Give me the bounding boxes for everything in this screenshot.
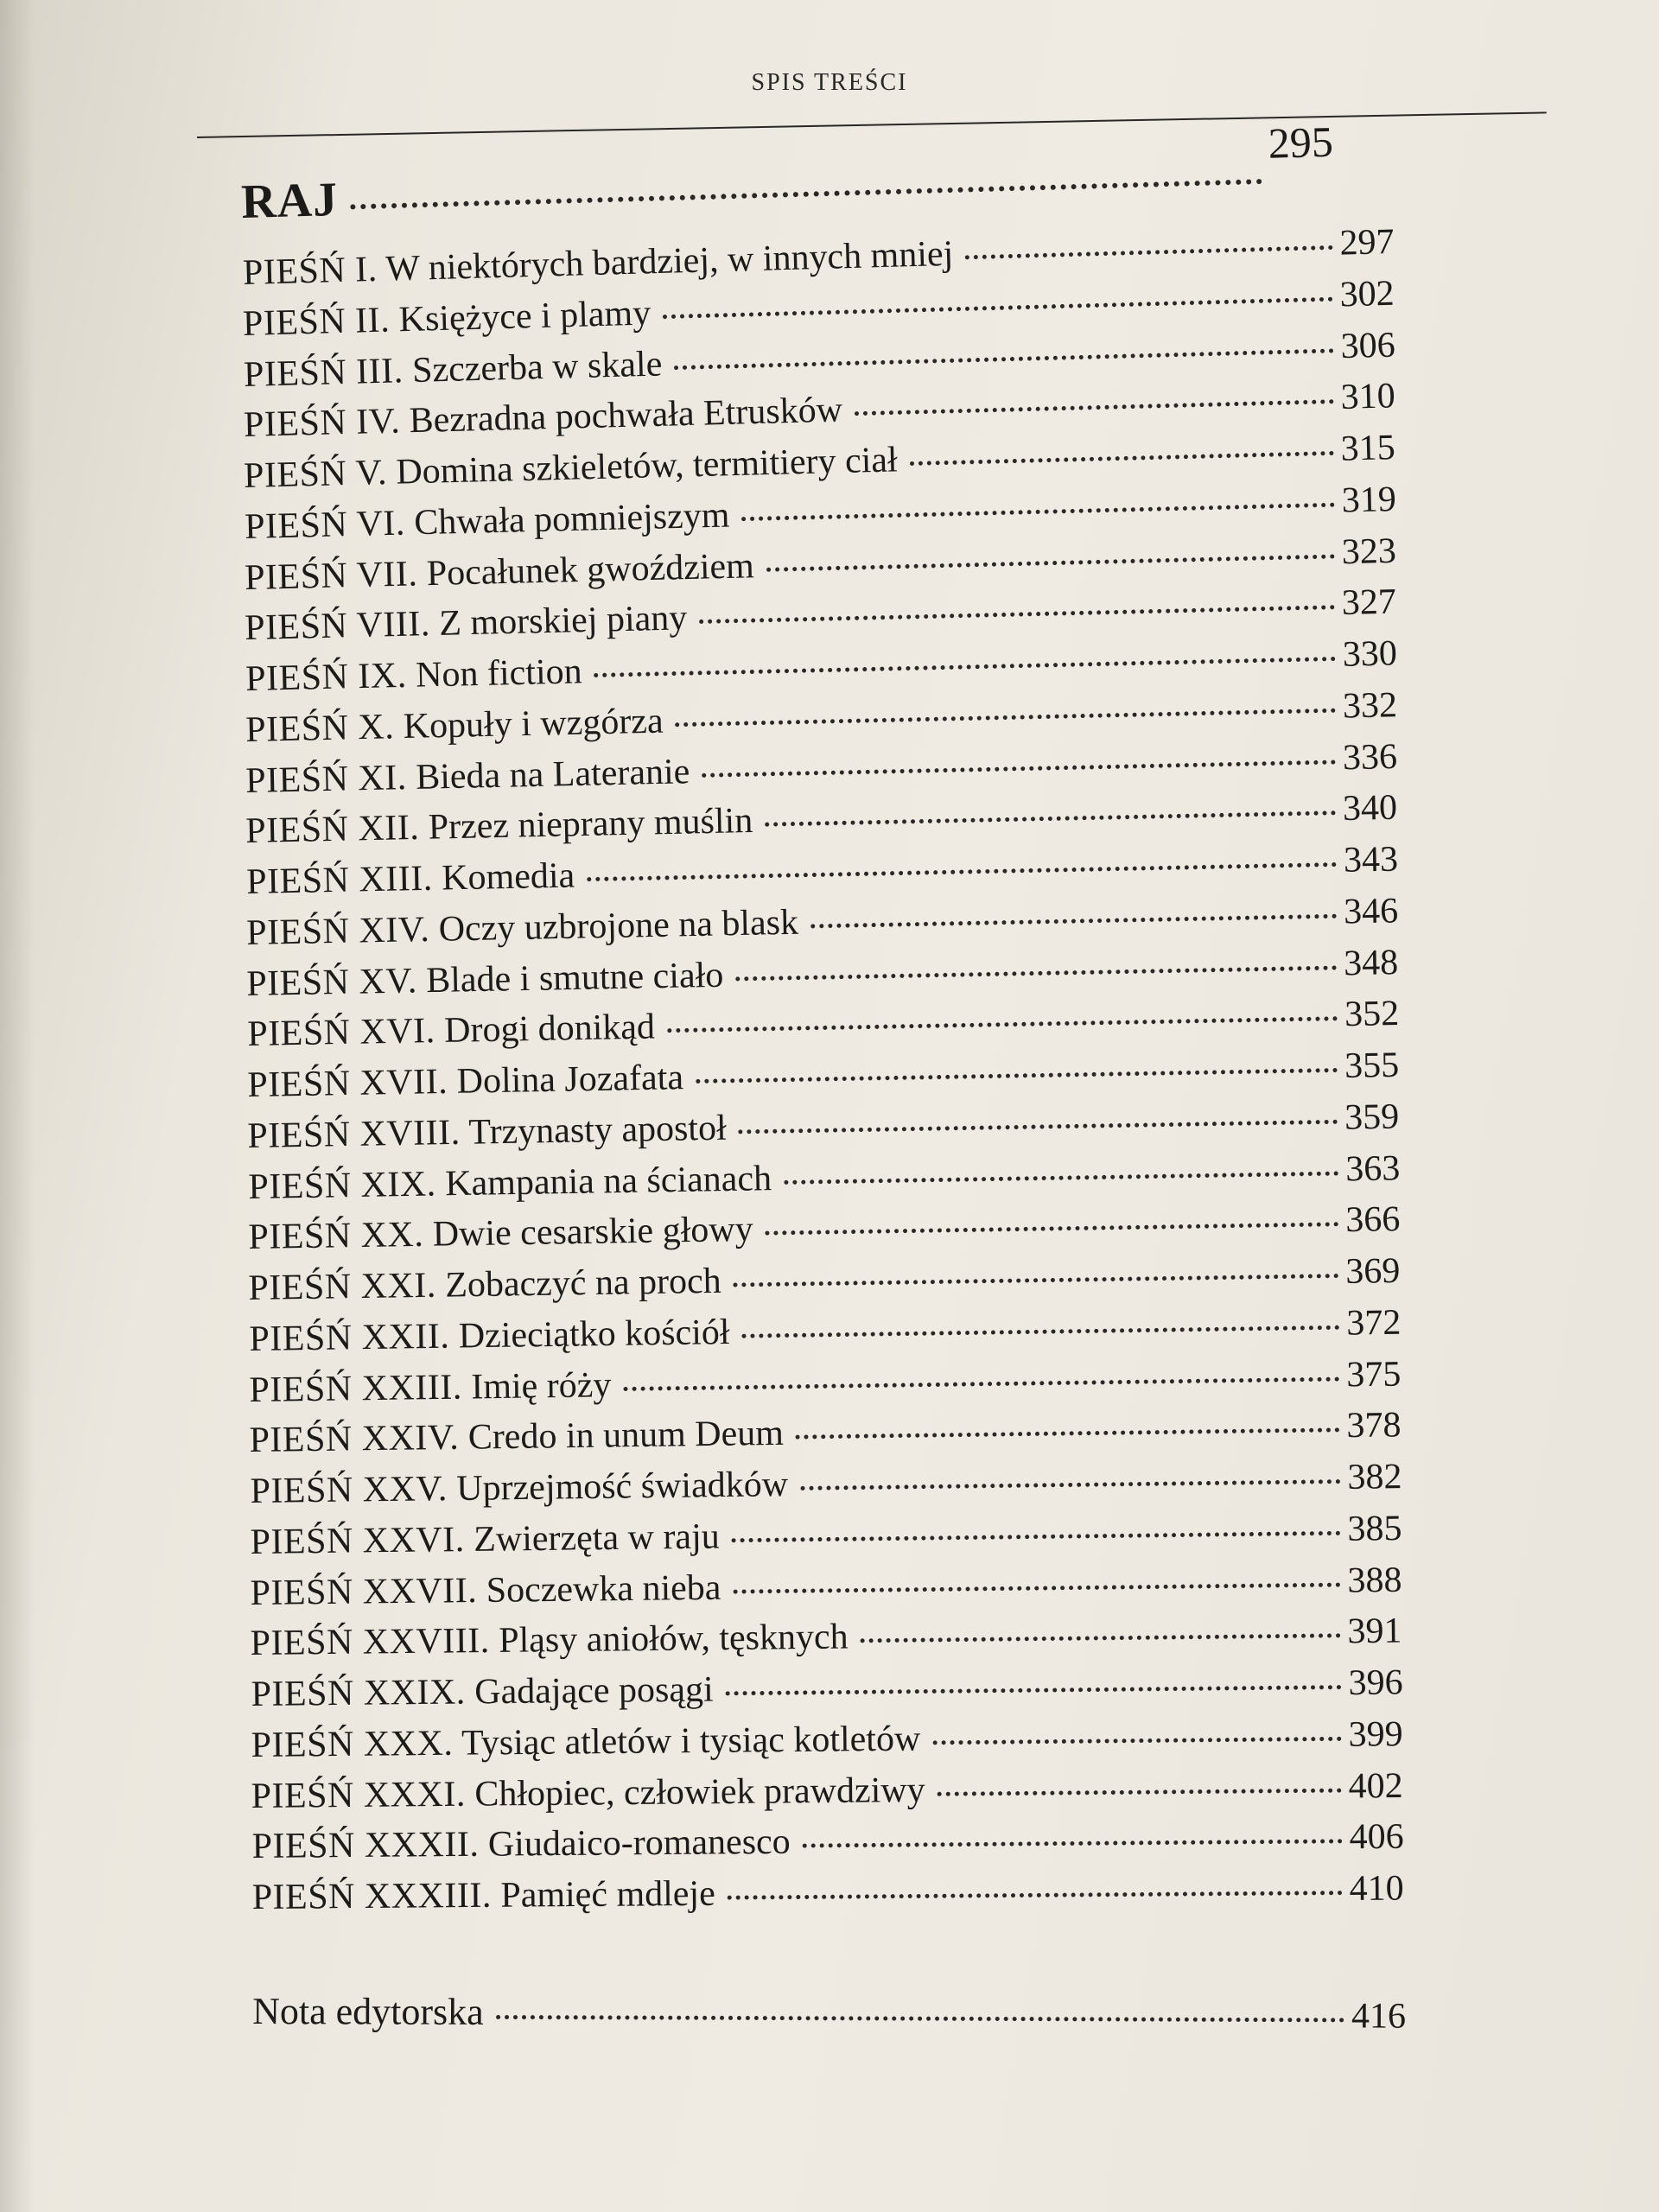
canto-number: PIEŚŃ VII. [244, 553, 418, 598]
entry-page-number: 323 [1341, 531, 1397, 572]
canto-number: PIEŚŃ XIV. [245, 909, 430, 953]
canto-title: Non fiction [415, 652, 582, 696]
canto-title: Pamięć mdleje [500, 1873, 715, 1916]
canto-title: Credo in unum Deum [467, 1414, 785, 1458]
entry-page-number: 332 [1342, 684, 1398, 727]
canto-title: Kampania na ścianach [444, 1158, 772, 1204]
dot-leader [784, 1171, 1338, 1184]
entry-title [242, 233, 953, 294]
dot-leader [594, 657, 1335, 677]
dot-leader [702, 760, 1336, 777]
canto-title: Z morskiej piany [439, 598, 688, 645]
canto-title: Giudaico-romanesco [487, 1821, 791, 1865]
canto-number: PIEŚŃ II. [242, 300, 391, 344]
dot-leader [800, 1479, 1340, 1491]
entry-page-number: 302 [1339, 273, 1395, 315]
dot-leader [766, 554, 1335, 571]
canto-title: Pląsy aniołów, tęsknych [499, 1617, 849, 1662]
canto-title: Dolina Jozafata [456, 1058, 684, 1102]
toc-section-raj [240, 117, 1334, 229]
entry-page-number: 343 [1343, 839, 1399, 880]
entry-page-number: 375 [1345, 1354, 1402, 1395]
canto-title: Gadające posągi [474, 1669, 714, 1713]
canto-number: PIEŚŃ I. [242, 249, 378, 294]
canto-number: PIEŚŃ XV. [246, 960, 418, 1004]
entry-page-number: 396 [1348, 1662, 1403, 1703]
canto-title: Zwierzęta w raju [473, 1516, 720, 1560]
canto-number: PIEŚŃ XX. [248, 1215, 424, 1258]
entry-page-number: 355 [1344, 1045, 1400, 1086]
entry-page-number: 372 [1345, 1302, 1402, 1344]
dot-leader [496, 2015, 1344, 2022]
dot-leader [587, 862, 1337, 881]
dot-leader [699, 605, 1335, 624]
entry-page-number: 363 [1344, 1147, 1401, 1189]
nota-page-number: 416 [1351, 1996, 1407, 2037]
canto-number: PIEŚŃ IV. [243, 401, 401, 446]
toc-entry-nota-edytorska [252, 1989, 1406, 2045]
dot-leader [766, 810, 1337, 827]
nota-title: Nota edytorska [252, 1990, 484, 2033]
dot-leader [667, 1016, 1338, 1033]
entry-page-number: 366 [1344, 1199, 1401, 1241]
entry-title [251, 1769, 925, 1816]
dot-leader [725, 1685, 1341, 1695]
canto-title: Oczy uzbrojone na blask [438, 902, 799, 950]
canto-title: Komedia [441, 855, 575, 899]
canto-title: Bieda na Lateranie [415, 751, 690, 798]
entry-title [247, 1057, 683, 1106]
entry-page-number: 330 [1341, 633, 1397, 675]
entry-page-number: 352 [1344, 994, 1400, 1035]
canto-title: Zobaczyć na proch [445, 1261, 722, 1306]
canto-title: Pocałunek gwoździem [426, 545, 755, 594]
dot-leader [802, 1840, 1342, 1848]
entry-title [248, 1209, 753, 1258]
entry-title [248, 1158, 772, 1208]
dot-leader [741, 1325, 1339, 1338]
canto-number: PIEŚŃ III. [243, 350, 404, 395]
entry-title [249, 1413, 784, 1461]
canto-number: PIEŚŃ XII. [245, 808, 421, 852]
entry-page-number: 310 [1340, 376, 1396, 418]
entry-page-number: 369 [1345, 1250, 1401, 1292]
dot-leader [810, 913, 1337, 928]
canto-number: PIEŚŃ XXXII. [251, 1825, 480, 1867]
entry-title [246, 855, 575, 903]
entry-title [245, 800, 753, 852]
canto-title: Uprzejmość świadków [455, 1465, 788, 1509]
entry-title [252, 1873, 715, 1918]
dot-leader [734, 1274, 1339, 1287]
entry-page-number: 385 [1347, 1508, 1402, 1549]
canto-number: PIEŚŃ XXXI. [251, 1774, 467, 1816]
entry-title [250, 1567, 721, 1613]
canto-title: Tysiąc atletów i tysiąc kotletów [461, 1719, 921, 1764]
dot-leader [739, 1119, 1338, 1134]
canto-title: Bezradna pochwała Etrusków [408, 390, 843, 442]
entry-page-number: 388 [1347, 1560, 1402, 1600]
canto-number: PIEŚŃ VIII. [244, 604, 431, 649]
canto-number: PIEŚŃ XXV. [249, 1469, 448, 1512]
dot-leader [855, 399, 1334, 416]
section-title: RAJ [240, 172, 339, 229]
canto-number: PIEŚŃ XXVIII. [250, 1621, 491, 1664]
entry-page-number: 340 [1342, 788, 1398, 830]
canto-number: PIEŚŃ XI. [245, 757, 408, 801]
dot-leader [728, 1891, 1343, 1900]
canto-title: Przez nieprany muślin [428, 801, 754, 848]
dot-leader [623, 1376, 1339, 1390]
entry-title [249, 1312, 730, 1360]
canto-title: Kopuły i wzgórza [403, 701, 664, 747]
entry-page-number: 378 [1346, 1405, 1402, 1446]
canto-title: Trzynasty apostoł [468, 1108, 728, 1153]
canto-number: PIEŚŃ XIII. [245, 858, 433, 903]
entry-title [250, 1464, 788, 1512]
canto-title: Soczewka nieba [486, 1567, 721, 1611]
entry-title [247, 1107, 727, 1156]
entry-page-number: 336 [1342, 736, 1398, 778]
canto-number: PIEŚŃ XIX. [247, 1163, 436, 1207]
dot-leader [675, 708, 1335, 727]
dot-leader [350, 179, 1262, 209]
entry-title [245, 598, 688, 650]
entry-page-number: 359 [1344, 1096, 1400, 1138]
entry-title [250, 1516, 720, 1563]
dot-leader [674, 348, 1334, 370]
canto-number: PIEŚŃ XVIII. [247, 1112, 461, 1156]
canto-number: PIEŚŃ XXVI. [250, 1519, 465, 1562]
dot-leader [938, 1788, 1342, 1796]
dot-leader [796, 1428, 1340, 1440]
dot-leader [734, 1582, 1341, 1593]
dot-leader [736, 965, 1338, 981]
entry-title [251, 1718, 920, 1765]
entry-title [245, 651, 582, 700]
entry-page-number: 402 [1348, 1765, 1404, 1807]
canto-number: PIEŚŃ XXXIII. [251, 1875, 493, 1918]
entry-page-number: 410 [1349, 1868, 1404, 1910]
entry-title [251, 1821, 790, 1867]
canto-number: PIEŚŃ VI. [244, 503, 405, 547]
canto-number: PIEŚŃ V. [243, 452, 388, 497]
canto-title: Księżyce i plamy [398, 293, 652, 340]
canto-number: PIEŚŃ IX. [245, 655, 407, 700]
entry-page-number: 297 [1338, 221, 1395, 264]
dot-leader [696, 1068, 1338, 1084]
entry-page-number: 319 [1340, 479, 1396, 521]
entry-title [246, 954, 724, 1004]
dot-leader [741, 502, 1335, 521]
entry-page-number: 306 [1339, 325, 1395, 366]
dot-leader [861, 1634, 1341, 1643]
entry-title [245, 751, 690, 802]
running-header: SPIS TREŚCI [751, 69, 908, 96]
canto-title: Imię róży [470, 1364, 612, 1407]
canto-number: PIEŚŃ XXIII. [249, 1367, 462, 1410]
entry-page-number: 391 [1347, 1611, 1403, 1652]
canto-title: Chłopiec, człowiek prawdziwy [474, 1770, 926, 1815]
entry-title [248, 1261, 721, 1309]
canto-number: PIEŚŃ XXIX. [251, 1672, 466, 1715]
entry-page-number: 399 [1348, 1713, 1403, 1755]
section-page-number: 295 [1267, 117, 1334, 168]
entry-title [251, 1617, 849, 1665]
dot-leader [910, 451, 1334, 466]
dot-leader [965, 245, 1333, 260]
canto-title: Dzieciątko kościół [458, 1312, 730, 1357]
dot-leader [732, 1531, 1341, 1542]
canto-title: Domina szkieletów, termitiery ciał [396, 440, 899, 493]
entry-page-number: 315 [1340, 428, 1396, 469]
canto-title: Blade i smutne ciało [426, 955, 725, 1001]
canto-number: PIEŚŃ XXII. [248, 1316, 450, 1359]
canto-number: PIEŚŃ XVII. [246, 1061, 448, 1106]
entry-title [251, 1669, 714, 1715]
canto-title: Szczerba w skale [411, 343, 663, 391]
entry-title [247, 1007, 655, 1056]
canto-title: Chwała pomniejszym [413, 495, 730, 543]
entry-page-number: 327 [1341, 582, 1397, 624]
entry-page-number: 406 [1349, 1816, 1404, 1858]
canto-number: PIEŚŃ XXX. [251, 1723, 454, 1765]
canto-title: W niektórych bardziej, w innych mniej [385, 233, 954, 289]
entry-title [249, 1364, 612, 1411]
entry-page-number: 348 [1344, 942, 1399, 983]
canto-title: Drogi donikąd [443, 1007, 656, 1052]
canto-number: PIEŚŃ XXIV. [249, 1418, 460, 1461]
dot-leader [932, 1737, 1341, 1745]
canto-number: PIEŚŃ XXVII. [250, 1570, 478, 1613]
entry-page-number: 382 [1346, 1457, 1402, 1497]
dot-leader [766, 1223, 1339, 1236]
canto-number: PIEŚŃ XVI. [246, 1011, 435, 1055]
entry-title [245, 700, 664, 750]
canto-title: Dwie cesarskie głowy [432, 1210, 753, 1255]
canto-number: PIEŚŃ X. [245, 707, 395, 750]
dot-leader [663, 296, 1333, 319]
toc-entry [252, 1868, 1404, 1929]
entry-page-number: 346 [1343, 891, 1399, 932]
canto-number: PIEŚŃ XXI. [248, 1265, 437, 1309]
